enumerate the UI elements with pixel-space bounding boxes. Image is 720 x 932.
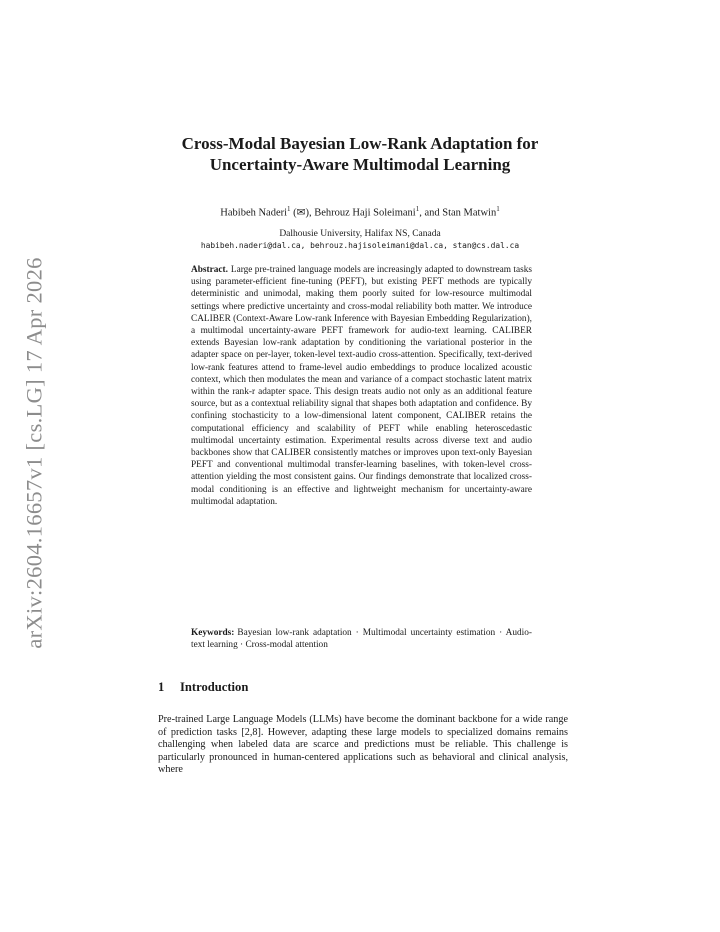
affiliation-mark: 1 xyxy=(287,205,291,213)
section-heading-introduction xyxy=(158,680,558,695)
author-name: Habibeh Naderi xyxy=(220,207,288,219)
author-separator: , xyxy=(308,207,315,219)
corresponding-author-mail-icon: (✉) xyxy=(293,207,309,219)
keywords xyxy=(191,627,532,651)
affiliation: Dalhousie University, Halifax NS, Canada xyxy=(279,229,441,239)
abstract-label: Abstract. xyxy=(191,265,228,275)
author-name: Behrouz Haji Soleimani xyxy=(314,207,416,219)
author-list xyxy=(150,203,570,220)
arxiv-sidebar-stamp xyxy=(10,256,60,649)
affiliation-mark: 1 xyxy=(415,205,420,213)
abstract-text: Large pre-trained language models are increasingly adapted to downstream tasks using parameter-efficient fine-tuning (PEFT), but existing PEFT methods are typically deterministic and unimodal, making them poorly suited for low-resource multimodal settings where predictive uncertainty and cross-modal reliability both matter. We introduce CALIBER (Context-Aware Low-rank Inference with Bayesian Embedding Regularization), a multimodal uncertainty-aware PEFT framework for audio-text learning. CALIBER extends Bayesian low-rank adaptation by conditioning the variational posterior in the adapter space on per-layer, token-level text-audio cross-attention. Specifically, text-derived low-rank features attend to frame-level audio embeddings to produce localized acoustic context, which then modulates the mean and variance of a compact stochastic latent matrix within the rank-r adapter space. This design treats audio not only as an additional feature source, but as a contextual reliability signal that shapes both adaptation and confidence. By confining stochasticity to a low-dimensional latent component, CALIBER retains the computational efficiency and scalability of PEFT while enabling heteroscedastic multimodal uncertainty estimation. Experimental results across diverse text and audio backbones show that CALIBER consistently matches or improves upon text-only Bayesian PEFT and conventional multimodal transfer-learning baselines, with token-level cross-attention yielding the most consistent gains. Our findings demonstrate that localized cross-modal conditioning is an effective and lightweight mechanism for uncertainty-aware multimodal adaptation. xyxy=(191,265,532,507)
paper-title: Cross-Modal Bayesian Low-Rank Adaptation for Uncertainty-Aware Multimodal Learning xyxy=(181,134,539,174)
author-conjunction: , and xyxy=(419,207,443,219)
arxiv-identifier: arXiv:2604.16657v1 [cs.LG] 17 Apr 2026 xyxy=(22,256,48,649)
keywords-label: Keywords: xyxy=(191,628,235,638)
section-title: Introduction xyxy=(180,680,249,694)
affiliation-mark: 1 xyxy=(496,205,500,213)
author-emails: habibeh.naderi@dal.ca, behrouz.hajisoleimani@dal.ca, stan@cs.dal.ca xyxy=(200,241,520,250)
keywords-text: Bayesian low-rank adaptation · Multimodal uncertainty estimation · Audio-text learning · Cross-modal attention xyxy=(191,628,532,651)
section-number: 1 xyxy=(158,680,165,694)
introduction-paragraph: Pre-trained Large Language Models (LLMs) have become the dominant backbone for a wide range of prediction tasks [2,8]. However, adapting these large models to specialized domains remains challenging when labeled data are scarce and predictions must be reliable. This challenge is particularly pronounced in human-centered applications such as behavioral and clinical analysis, where xyxy=(158,714,568,776)
abstract xyxy=(191,264,532,508)
author-name: Stan Matwin xyxy=(442,207,497,219)
